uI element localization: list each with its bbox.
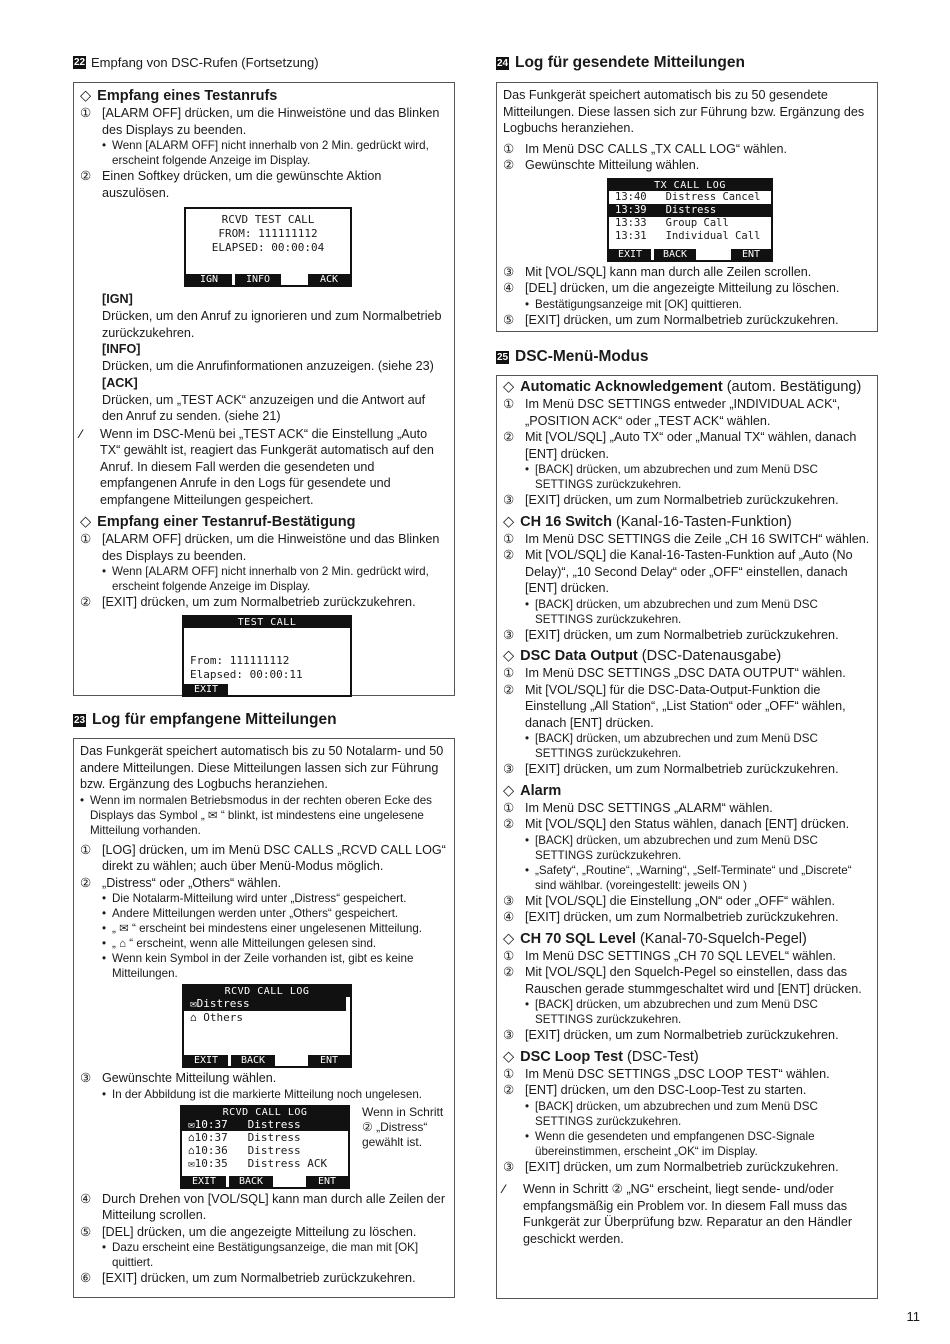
- softkey-ack[interactable]: ACK: [308, 274, 350, 285]
- bullet: • [BACK] drücken, um abzubrechen und zum Menü DSC SETTINGS zurückzukehren.: [525, 833, 818, 862]
- lcd-row[interactable]: 13:40 Distress Cancel: [615, 190, 761, 203]
- step-3: ③ Gewünschte Mitteilung wählen.: [80, 1071, 277, 1085]
- step-1: ① Im Menü DSC SETTINGS „DSC LOOP TEST“ wählen.: [503, 1066, 830, 1081]
- softkey-bar: [186, 274, 350, 285]
- step-4: ④ [EXIT] drücken, um zum Normalbetrieb zurückzukehren.: [503, 910, 839, 924]
- lcd-line: From: 111111112: [190, 653, 290, 667]
- step-2: ② Mit [VOL/SQL] „Auto TX“ oder „Manual TX“ wählen, danach [ENT] drücken.: [503, 430, 857, 461]
- softkey-back[interactable]: BACK: [654, 249, 696, 260]
- step-2: ② Mit [VOL/SQL] für die DSC-Data-Output-Funktion die Einstellung „All Station“, „List Station“ oder „OFF“ wählen, danach [ENT] drücken.: [503, 682, 846, 730]
- lcd-row[interactable]: 13:31 Individual Call: [615, 229, 761, 242]
- step-1: ① Im Menü DSC SETTINGS „DSC DATA OUTPUT“ wählen.: [503, 666, 846, 680]
- step-2: ② [ENT] drücken, um den DSC-Loop-Test zu starten.: [503, 1083, 807, 1097]
- step-1: ① [ALARM OFF] drücken, um die Hinweistöne und das Blinken des Displays zu beenden.: [80, 532, 440, 563]
- bullet: • [BACK] drücken, um abzubrechen und zum Menü DSC SETTINGS zurückzukehren.: [525, 597, 818, 626]
- step-5: ⑤ [EXIT] drücken, um zum Normalbetrieb zurückzukehren.: [503, 312, 839, 327]
- figure-note: Wenn in Schritt ② „Distress“ gewählt ist.: [362, 1104, 444, 1149]
- step-3: ③ Mit [VOL/SQL] kann man durch alle Zeilen scrollen.: [503, 264, 812, 279]
- lcd-rcvd-call-log-distress: [180, 1105, 350, 1189]
- section-badge: 22: [73, 57, 86, 68]
- step-3: ③ [EXIT] drücken, um zum Normalbetrieb zurückzukehren.: [503, 493, 839, 507]
- lcd-rcvd-call-log: [182, 984, 352, 1068]
- softkey-exit[interactable]: EXIT: [182, 1176, 226, 1187]
- section-title: Log für gesendete Mitteilungen: [515, 54, 745, 71]
- softkey-bar: [609, 249, 771, 260]
- lcd-row[interactable]: ⌂10:37 Distress: [188, 1130, 301, 1144]
- test-call-box: [73, 82, 455, 696]
- intro-text: Das Funkgerät speichert automatisch bis zu 50 gesendete Mitteilungen. Diese lassen sich zur Führung bzw. Ergänzung des Logbuchs heranziehen.: [503, 88, 865, 135]
- section-22-header: [73, 55, 455, 70]
- step-3: ③ [EXIT] drücken, um zum Normalbetrieb zurückzukehren.: [503, 627, 839, 642]
- lcd-tx-call-log: [607, 178, 773, 262]
- lcd-line: Elapsed: 00:00:11: [190, 667, 303, 681]
- section-title: DSC-Menü-Modus: [515, 348, 649, 365]
- lcd-title-bar: TX CALL LOG: [609, 180, 771, 191]
- lcd-title-bar: RCVD CALL LOG: [184, 986, 350, 997]
- text-info: Drücken, um die Anrufinformationen anzuzeigen. (siehe 23): [102, 359, 434, 373]
- log-figure: [180, 1105, 448, 1189]
- text-ack: Drücken, um „TEST ACK“ anzuzeigen und die Antwort auf den Anruf zu senden. (siehe 21): [102, 392, 426, 423]
- step-1: ① Im Menü DSC SETTINGS „CH 70 SQL LEVEL“ wählen.: [503, 948, 836, 963]
- softkey-back[interactable]: BACK: [231, 1055, 275, 1066]
- section-header-text: Empfang von DSC-Rufen (Fortsetzung): [91, 55, 319, 70]
- step-2: ② [EXIT] drücken, um zum Normalbetrieb zurückzukehren.: [80, 595, 416, 609]
- note-icon: ⁄⁄⁄: [503, 1182, 504, 1196]
- lcd-title-bar: RCVD CALL LOG: [182, 1107, 348, 1118]
- lcd-line: FROM: 111111112: [218, 227, 318, 240]
- step-2: ② Gewünschte Mitteilung wählen.: [503, 158, 700, 172]
- step-3: ③ [EXIT] drücken, um zum Normalbetrieb zurückzukehren.: [503, 1028, 839, 1042]
- step-3: ③ [EXIT] drücken, um zum Normalbetrieb zurückzukehren.: [503, 762, 839, 776]
- section-badge: 23: [73, 714, 86, 726]
- bullet: • „Safety“, „Routine“, „Warning“, „Self-Terminate“ und „Discrete“ sind wählbar. (voreingestellt: jeweils ON ): [525, 863, 852, 892]
- subsection-title: ◇ DSC Data Output (DSC-Datenausgabe): [503, 648, 782, 664]
- softkey-bar: [182, 1176, 348, 1187]
- step-1: ① Im Menü DSC CALLS „TX CALL LOG“ wählen.: [503, 141, 787, 156]
- step-1: ① Im Menü DSC SETTINGS entweder „INDIVIDUAL ACK“, „POSITION ACK“ oder „TEST ACK“ wählen.: [503, 397, 841, 428]
- lcd-line: ELAPSED: 00:00:04: [211, 241, 325, 254]
- step-1: ① Im Menü DSC SETTINGS die Zeile „CH 16 SWITCH“ wählen.: [503, 531, 870, 546]
- step-1: ① [LOG] drücken, um im Menü DSC CALLS „RCVD CALL LOG“ direkt zu wählen; auch über Menü-Modus möglich.: [80, 842, 446, 873]
- step-6: ⑥ [EXIT] drücken, um zum Normalbetrieb zurückzukehren.: [80, 1271, 416, 1285]
- bullet: • „ ✉ “ erscheint bei mindestens einer ungelesenen Mitteilung.: [102, 922, 423, 935]
- bullet: • [BACK] drücken, um abzubrechen und zum Menü DSC SETTINGS zurückzukehren.: [525, 998, 818, 1026]
- subsection-title: ◇ Alarm: [503, 782, 562, 799]
- subsection-title: ◇ Empfang eines Testanrufs: [80, 88, 278, 104]
- note: ⁄⁄⁄ Wenn in Schritt ② „NG“ erscheint, liegt sende- und/oder empfangsmäßig ein Problem vor. In diesem Fall muss das Funkgerät zur Überprüfung bzw. Reparatur an den Händler geschickt werden.: [503, 1182, 853, 1246]
- bullet: • Wenn im normalen Betriebsmodus in der rechten oberen Ecke des Displays das Symbol „ ✉ “ blinkt, ist mindestens eine ungelesene Mitteilung vorhanden.: [80, 793, 432, 837]
- note: ⁄⁄⁄ Wenn im DSC-Menü bei „TEST ACK“ die Einstellung „Auto TX“ gewählt ist, reagiert das Funkgerät automatisch auf den Anruf. In diesem Fall werden die gesendeten und empfangenen Anrufe in den Logs für gesendete und empfangene Mitteilungen gespeichert.: [80, 426, 434, 507]
- text-ign: Drücken, um den Anruf zu ignorieren und zum Normalbetrieb zurückzukehren.: [102, 309, 442, 340]
- bullet: • „ ⌂ “ erscheint, wenn alle Mitteilungen gelesen sind.: [102, 937, 377, 950]
- bullet: • In der Abbildung ist die markierte Mitteilung noch ungelesen.: [102, 1087, 422, 1101]
- softkey-info[interactable]: INFO: [235, 274, 281, 285]
- note-icon: ⁄⁄⁄: [80, 426, 81, 441]
- left-column: [73, 55, 455, 70]
- subsection-title: ◇ CH 70 SQL Level (Kanal-70-Squelch-Pegel): [503, 930, 807, 947]
- softkey-exit[interactable]: EXIT: [609, 249, 651, 260]
- sent-log-box: [496, 82, 878, 332]
- bullet: • Andere Mitteilungen werden unter „Others“ gespeichert.: [102, 907, 399, 920]
- softkey-ent[interactable]: ENT: [731, 249, 771, 260]
- label-info: [INFO]: [102, 342, 141, 356]
- subsection-title: ◇ DSC Loop Test (DSC-Test): [503, 1048, 699, 1065]
- lcd-title-bar: TEST CALL: [184, 617, 350, 628]
- label-ack: [ACK]: [102, 375, 138, 390]
- bullet: • [BACK] drücken, um abzubrechen und zum Menü DSC SETTINGS zurückzukehren.: [525, 732, 818, 760]
- step-1: ① Im Menü DSC SETTINGS „ALARM“ wählen.: [503, 800, 773, 815]
- section-24-heading: [496, 54, 878, 72]
- bullet: • Wenn kein Symbol in der Zeile vorhanden ist, gibt es keine Mitteilungen.: [102, 952, 414, 980]
- subsection-title: ◇ Automatic Acknowledgement (autom. Bestätigung): [503, 379, 862, 395]
- lcd-row[interactable]: ✉Distress: [184, 997, 346, 1011]
- bullet: • Dazu erscheint eine Bestätigungsanzeige, die man mit [OK] quittiert.: [102, 1241, 419, 1269]
- step-1: ① [ALARM OFF] drücken, um die Hinweistöne und das Blinken des Displays zu beenden.: [80, 106, 440, 137]
- intro-text: Das Funkgerät speichert automatisch bis zu 50 Notalarm- und 50 andere Mitteilungen. Diese Mitteilungen lassen sich zur Führung bzw. Ergänzung des Logbuchs heranziehen.: [80, 744, 444, 791]
- softkey-bar: [184, 1055, 350, 1066]
- lcd-row[interactable]: ⌂ Others: [190, 1011, 243, 1024]
- subsection-title: ◇ CH 16 Switch (Kanal-16-Tasten-Funktion): [503, 513, 792, 530]
- softkey-ent[interactable]: ENT: [308, 1055, 350, 1066]
- softkey-exit[interactable]: EXIT: [184, 1055, 228, 1066]
- section-badge: 24: [496, 57, 509, 69]
- step-2: ② Mit [VOL/SQL] den Status wählen, danach [ENT] drücken.: [503, 817, 850, 831]
- bullet: • Die Notalarm-Mitteilung wird unter „Distress“ gespeichert.: [102, 892, 407, 905]
- softkey-bar: [184, 684, 350, 695]
- page-number: 11: [906, 1309, 920, 1324]
- step-5: ⑤ [DEL] drücken, um die angezeigte Mitteilung zu löschen.: [80, 1224, 417, 1239]
- dsc-menu-box: [496, 375, 878, 1299]
- lcd-row[interactable]: ⌂10:36 Distress: [188, 1143, 301, 1157]
- bullet: • [BACK] drücken, um abzubrechen und zum Menü DSC SETTINGS zurückzukehren.: [525, 1099, 818, 1128]
- received-log-box: [73, 738, 455, 1298]
- lcd-row[interactable]: 13:33 Group Call: [615, 216, 729, 229]
- lcd-line: RCVD TEST CALL: [221, 213, 315, 226]
- step-3: ③ [EXIT] drücken, um zum Normalbetrieb zurückzukehren.: [503, 1159, 839, 1174]
- softkey-ign[interactable]: IGN: [186, 274, 232, 285]
- step-4: ④ [DEL] drücken, um die angezeigte Mitteilung zu löschen.: [503, 281, 840, 295]
- lcd-row[interactable]: ✉10:37 Distress: [182, 1118, 348, 1131]
- lcd-rcvd-test-call: [184, 207, 352, 287]
- step-2: ② Mit [VOL/SQL] die Kanal-16-Tasten-Funktion auf „Auto (No Delay)“, „10 Second Delay“ oder „OFF“ einstellen, danach [ENT] drücken.: [503, 548, 853, 595]
- step-2: ② Mit [VOL/SQL] den Squelch-Pegel so einstellen, dass das Rauschen gerade stummgeschaltet wird und [ENT] drücken.: [503, 965, 862, 996]
- lcd-test-call: [182, 615, 352, 697]
- section-badge: 25: [496, 351, 509, 363]
- softkey-back[interactable]: BACK: [229, 1176, 273, 1187]
- lcd-row[interactable]: 13:39 Distress: [609, 204, 771, 217]
- bullet: • Wenn [ALARM OFF] nicht innerhalb von 2 Min. gedrückt wird, erscheint folgende Anzeige im Display.: [102, 139, 429, 167]
- bullet: • Wenn [ALARM OFF] nicht innerhalb von 2 Min. gedrückt wird, erscheint folgende Anzeige im Display.: [102, 565, 429, 593]
- step-2: ② „Distress“ oder „Others“ wählen.: [80, 875, 282, 890]
- softkey-ent[interactable]: ENT: [306, 1176, 348, 1187]
- label-ign: [IGN]: [102, 292, 133, 306]
- section-title: Log für empfangene Mitteilungen: [92, 711, 337, 728]
- section-23-heading: [73, 711, 455, 729]
- subsection-title: ◇ Empfang einer Testanruf-Bestätigung: [80, 514, 356, 530]
- lcd-row[interactable]: ✉10:35 Distress ACK: [188, 1156, 328, 1170]
- softkey-exit[interactable]: EXIT: [184, 684, 228, 695]
- section-25-heading: [496, 348, 878, 366]
- step-4: ④ Durch Drehen von [VOL/SQL] kann man durch alle Zeilen der Mitteilung scrollen.: [80, 1191, 446, 1222]
- step-3: ③ Mit [VOL/SQL] die Einstellung „ON“ oder „OFF“ wählen.: [503, 893, 836, 908]
- bullet: • Wenn die gesendeten und empfangenen DSC-Signale übereinstimmen, erscheint „OK“ im Display.: [525, 1129, 815, 1158]
- bullet: • Bestätigungsanzeige mit [OK] quittieren.: [525, 297, 742, 311]
- step-2: ② Einen Softkey drücken, um die gewünschte Aktion auszulösen.: [80, 169, 382, 200]
- bullet: • [BACK] drücken, um abzubrechen und zum Menü DSC SETTINGS zurückzukehren.: [525, 463, 818, 491]
